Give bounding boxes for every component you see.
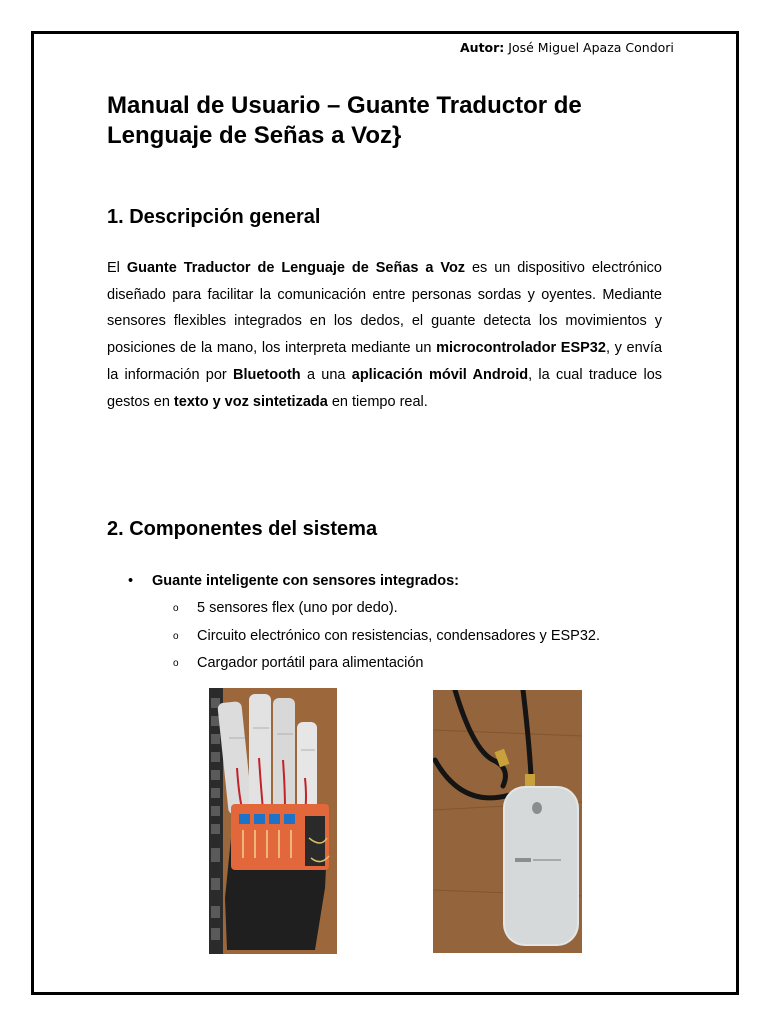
para-bold-device-name: Guante Traductor de Lenguaje de Señas a Voz [126, 260, 466, 276]
sub-bullet-marker: o [173, 630, 179, 642]
para-bold-esp32: microcontrolador ESP32 [436, 340, 606, 357]
author-name: José Miguel Apaza Condori [508, 40, 674, 55]
list-item [173, 625, 600, 653]
section-heading-description: 1. Descripción general [107, 206, 321, 228]
section-heading-components: 2. Componentes del sistema [107, 518, 378, 540]
para-text: en tiempo real. [331, 393, 428, 410]
para-text: , y envía la información por [107, 340, 663, 383]
sub-item-text: Cargador portátil para alimentación [197, 655, 424, 671]
list-item [173, 597, 600, 625]
para-bold-android-app: aplicación móvil Android [351, 366, 529, 383]
list-item [173, 652, 600, 680]
page-border [31, 31, 739, 995]
para-bold-bluetooth: Bluetooth [233, 366, 301, 383]
bullet-marker: • [128, 573, 134, 589]
sub-item-text: Circuito electrónico con resistencias, condensadores y ESP32. [197, 627, 600, 644]
sub-list [173, 597, 600, 680]
power-bank-photo [433, 690, 582, 953]
document-title: Manual de Usuario – Guante Traductor de Lenguaje de Señas a Voz} [107, 92, 582, 149]
sub-item-text: 5 sensores flex (uno por dedo). [197, 600, 398, 616]
para-bold-text-voice: texto y voz sintetizada [173, 393, 328, 410]
para-text: , la cual traduce los gestos en [107, 366, 663, 410]
sub-bullet-marker: o [173, 658, 179, 669]
para-text: es un dispositivo electrónico diseñado para facilitar la comunicación entre personas sordas y oyentes. Mediante sensores flexibles integrados en los dedos, el guante detecta los movimientos y posiciones de la mano, los interpreta mediante un [107, 260, 662, 357]
author-line [460, 40, 760, 55]
sub-bullet-marker: o [173, 603, 179, 614]
glove-photo [209, 688, 337, 954]
para-text: a una [306, 366, 346, 383]
para-text: El [107, 260, 120, 276]
list-item [128, 570, 459, 592]
description-paragraph [107, 255, 662, 415]
author-label: Autor: [460, 40, 505, 55]
bullet-text: Guante inteligente con sensores integrados: [152, 573, 459, 589]
